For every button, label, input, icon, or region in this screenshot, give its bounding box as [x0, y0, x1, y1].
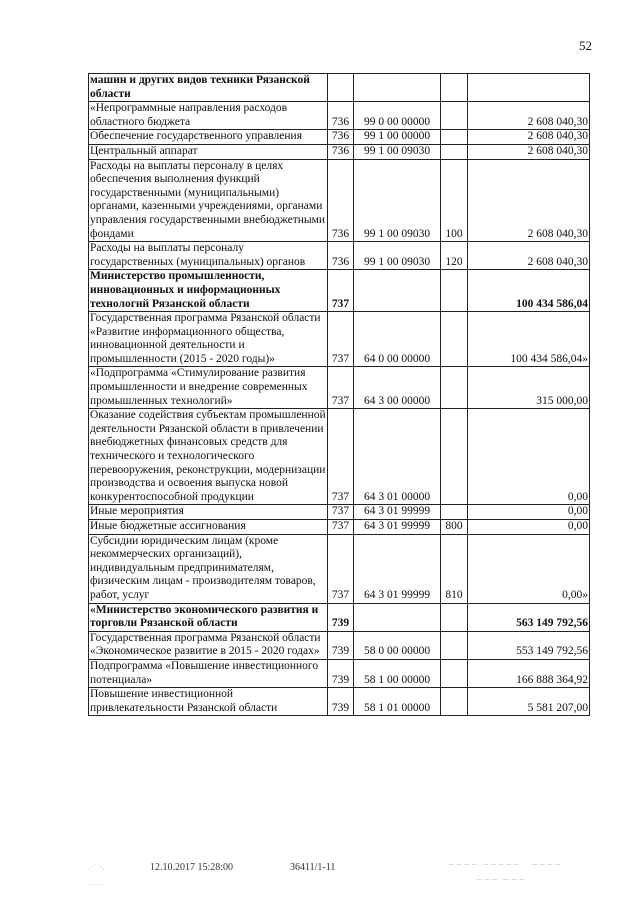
table-row	[89, 631, 590, 659]
row-expense-type	[441, 409, 468, 505]
faint-stamp-mark: ⋯⋯	[88, 880, 106, 889]
budget-table-body	[89, 74, 590, 716]
row-target-code: 99 1 00 09030	[354, 159, 441, 242]
row-amount	[468, 74, 590, 102]
row-admin-code	[328, 74, 354, 102]
row-expense-type	[441, 367, 468, 409]
row-expense-type: 810	[441, 534, 468, 603]
table-row	[89, 505, 590, 520]
row-target-code: 99 0 00 00000	[354, 102, 441, 130]
row-expense-type	[441, 688, 468, 716]
row-admin-code: 736	[328, 242, 354, 270]
table-row	[89, 688, 590, 716]
row-name: Иные бюджетные ассигнования	[89, 520, 328, 535]
row-amount: 2 608 040,30	[468, 102, 590, 130]
table-row	[89, 659, 590, 687]
row-admin-code: 739	[328, 631, 354, 659]
row-admin-code: 739	[328, 659, 354, 687]
table-row	[89, 312, 590, 367]
table-row	[89, 74, 590, 102]
row-expense-type	[441, 102, 468, 130]
row-target-code: 64 3 01 99999	[354, 534, 441, 603]
row-expense-type	[441, 144, 468, 159]
row-name: «Министерство экономического развития и торговли Рязанской области	[89, 603, 328, 631]
row-target-code: 58 1 00 00000	[354, 659, 441, 687]
table-row	[89, 534, 590, 603]
row-amount: 2 608 040,30	[468, 144, 590, 159]
row-amount: 553 149 792,56	[468, 631, 590, 659]
table-row	[89, 242, 590, 270]
row-name: Иные мероприятия	[89, 505, 328, 520]
row-admin-code: 737	[328, 520, 354, 535]
table-row	[89, 520, 590, 535]
row-expense-type	[441, 74, 468, 102]
row-amount: 2 608 040,30	[468, 130, 590, 145]
row-amount: 0,00	[468, 520, 590, 535]
row-admin-code: 736	[328, 130, 354, 145]
row-target-code	[354, 603, 441, 631]
row-name: «Подпрограмма «Стимулирование развития промышленности и внедрение современных промышленных технологий»	[89, 367, 328, 409]
row-name: Расходы на выплаты персоналу в целях обеспечения выполнения функций государственными (муниципальными) органами, казенными учреждениями, органами управления государственными внебюджетными фондами	[89, 159, 328, 242]
budget-table	[88, 73, 590, 716]
table-row	[89, 102, 590, 130]
faint-stamp-mark: ⋰⋱	[88, 862, 106, 871]
row-expense-type	[441, 312, 468, 367]
faint-scan-artifact: ~~~ ~~~	[476, 875, 526, 884]
row-amount: 563 149 792,56	[468, 603, 590, 631]
row-target-code: 64 0 00 00000	[354, 312, 441, 367]
row-expense-type	[441, 270, 468, 312]
row-name: Подпрограмма «Повышение инвестиционного потенциала»	[89, 659, 328, 687]
row-expense-type	[441, 603, 468, 631]
row-name: Субсидии юридическим лицам (кроме некоммерческих организаций), индивидуальным предпринимателям, физическим лицам - производителям товаров, работ, услуг	[89, 534, 328, 603]
row-target-code: 99 1 00 09030	[354, 242, 441, 270]
row-name: Государственная программа Рязанской области «Развитие информационного общества, инновационной деятельности и промышленности (2015 - 2020 годы)»	[89, 312, 328, 367]
row-admin-code: 737	[328, 409, 354, 505]
row-expense-type: 800	[441, 520, 468, 535]
row-target-code: 64 3 01 99999	[354, 505, 441, 520]
row-expense-type	[441, 659, 468, 687]
row-target-code: 64 3 00 00000	[354, 367, 441, 409]
table-row	[89, 367, 590, 409]
table-row	[89, 603, 590, 631]
row-admin-code: 737	[328, 312, 354, 367]
row-amount: 5 581 207,00	[468, 688, 590, 716]
row-expense-type: 100	[441, 159, 468, 242]
row-admin-code: 736	[328, 144, 354, 159]
table-row	[89, 130, 590, 145]
row-target-code: 64 3 01 99999	[354, 520, 441, 535]
table-row	[89, 159, 590, 242]
row-name: Центральный аппарат	[89, 144, 328, 159]
table-row	[89, 144, 590, 159]
row-admin-code: 737	[328, 367, 354, 409]
row-amount: 100 434 586,04»	[468, 312, 590, 367]
row-amount: 0,00	[468, 505, 590, 520]
footer-document-number: 36411/1-11	[290, 862, 336, 873]
row-name: Министерство промышленности, инновационных и информационных технологий Рязанской области	[89, 270, 328, 312]
row-name: Государственная программа Рязанской области «Экономическое развитие в 2015 - 2020 годах»	[89, 631, 328, 659]
row-amount: 2 608 040,30	[468, 159, 590, 242]
row-target-code	[354, 74, 441, 102]
row-target-code: 64 3 01 00000	[354, 409, 441, 505]
table-row	[89, 270, 590, 312]
row-target-code: 99 1 00 09030	[354, 144, 441, 159]
row-target-code: 58 0 00 00000	[354, 631, 441, 659]
row-expense-type	[441, 631, 468, 659]
row-target-code	[354, 270, 441, 312]
row-amount: 315 000,00	[468, 367, 590, 409]
row-name: «Непрограммные направления расходов областного бюджета	[89, 102, 328, 130]
row-target-code: 99 1 00 00000	[354, 130, 441, 145]
table-row	[89, 409, 590, 505]
row-admin-code: 739	[328, 688, 354, 716]
footer-timestamp: 12.10.2017 15:28:00	[150, 862, 234, 873]
page-number: 52	[579, 38, 592, 53]
row-admin-code: 737	[328, 505, 354, 520]
faint-scan-artifact: ~~~~ ~~~~~ · ~~~~	[448, 860, 563, 869]
row-expense-type	[441, 505, 468, 520]
row-admin-code: 736	[328, 159, 354, 242]
row-amount: 0,00»	[468, 534, 590, 603]
row-target-code: 58 1 01 00000	[354, 688, 441, 716]
row-name: Расходы на выплаты персоналу государственных (муниципальных) органов	[89, 242, 328, 270]
row-name: Обеспечение государственного управления	[89, 130, 328, 145]
row-amount: 0,00	[468, 409, 590, 505]
row-name: Повышение инвестиционной привлекательности Рязанской области	[89, 688, 328, 716]
row-expense-type: 120	[441, 242, 468, 270]
row-amount: 166 888 364,92	[468, 659, 590, 687]
row-admin-code: 737	[328, 270, 354, 312]
row-name: машин и других видов техники Рязанской области	[89, 74, 328, 102]
row-admin-code: 736	[328, 102, 354, 130]
row-expense-type	[441, 130, 468, 145]
row-admin-code: 739	[328, 603, 354, 631]
row-admin-code: 737	[328, 534, 354, 603]
row-amount: 100 434 586,04	[468, 270, 590, 312]
row-amount: 2 608 040,30	[468, 242, 590, 270]
row-name: Оказание содействия субъектам промышленной деятельности Рязанской области в привлечении внебюджетных финансовых средств для технического и технологического перевооружения, реконструкции, модернизации производства и освоения выпуска новой конкурентоспособной продукции	[89, 409, 328, 505]
